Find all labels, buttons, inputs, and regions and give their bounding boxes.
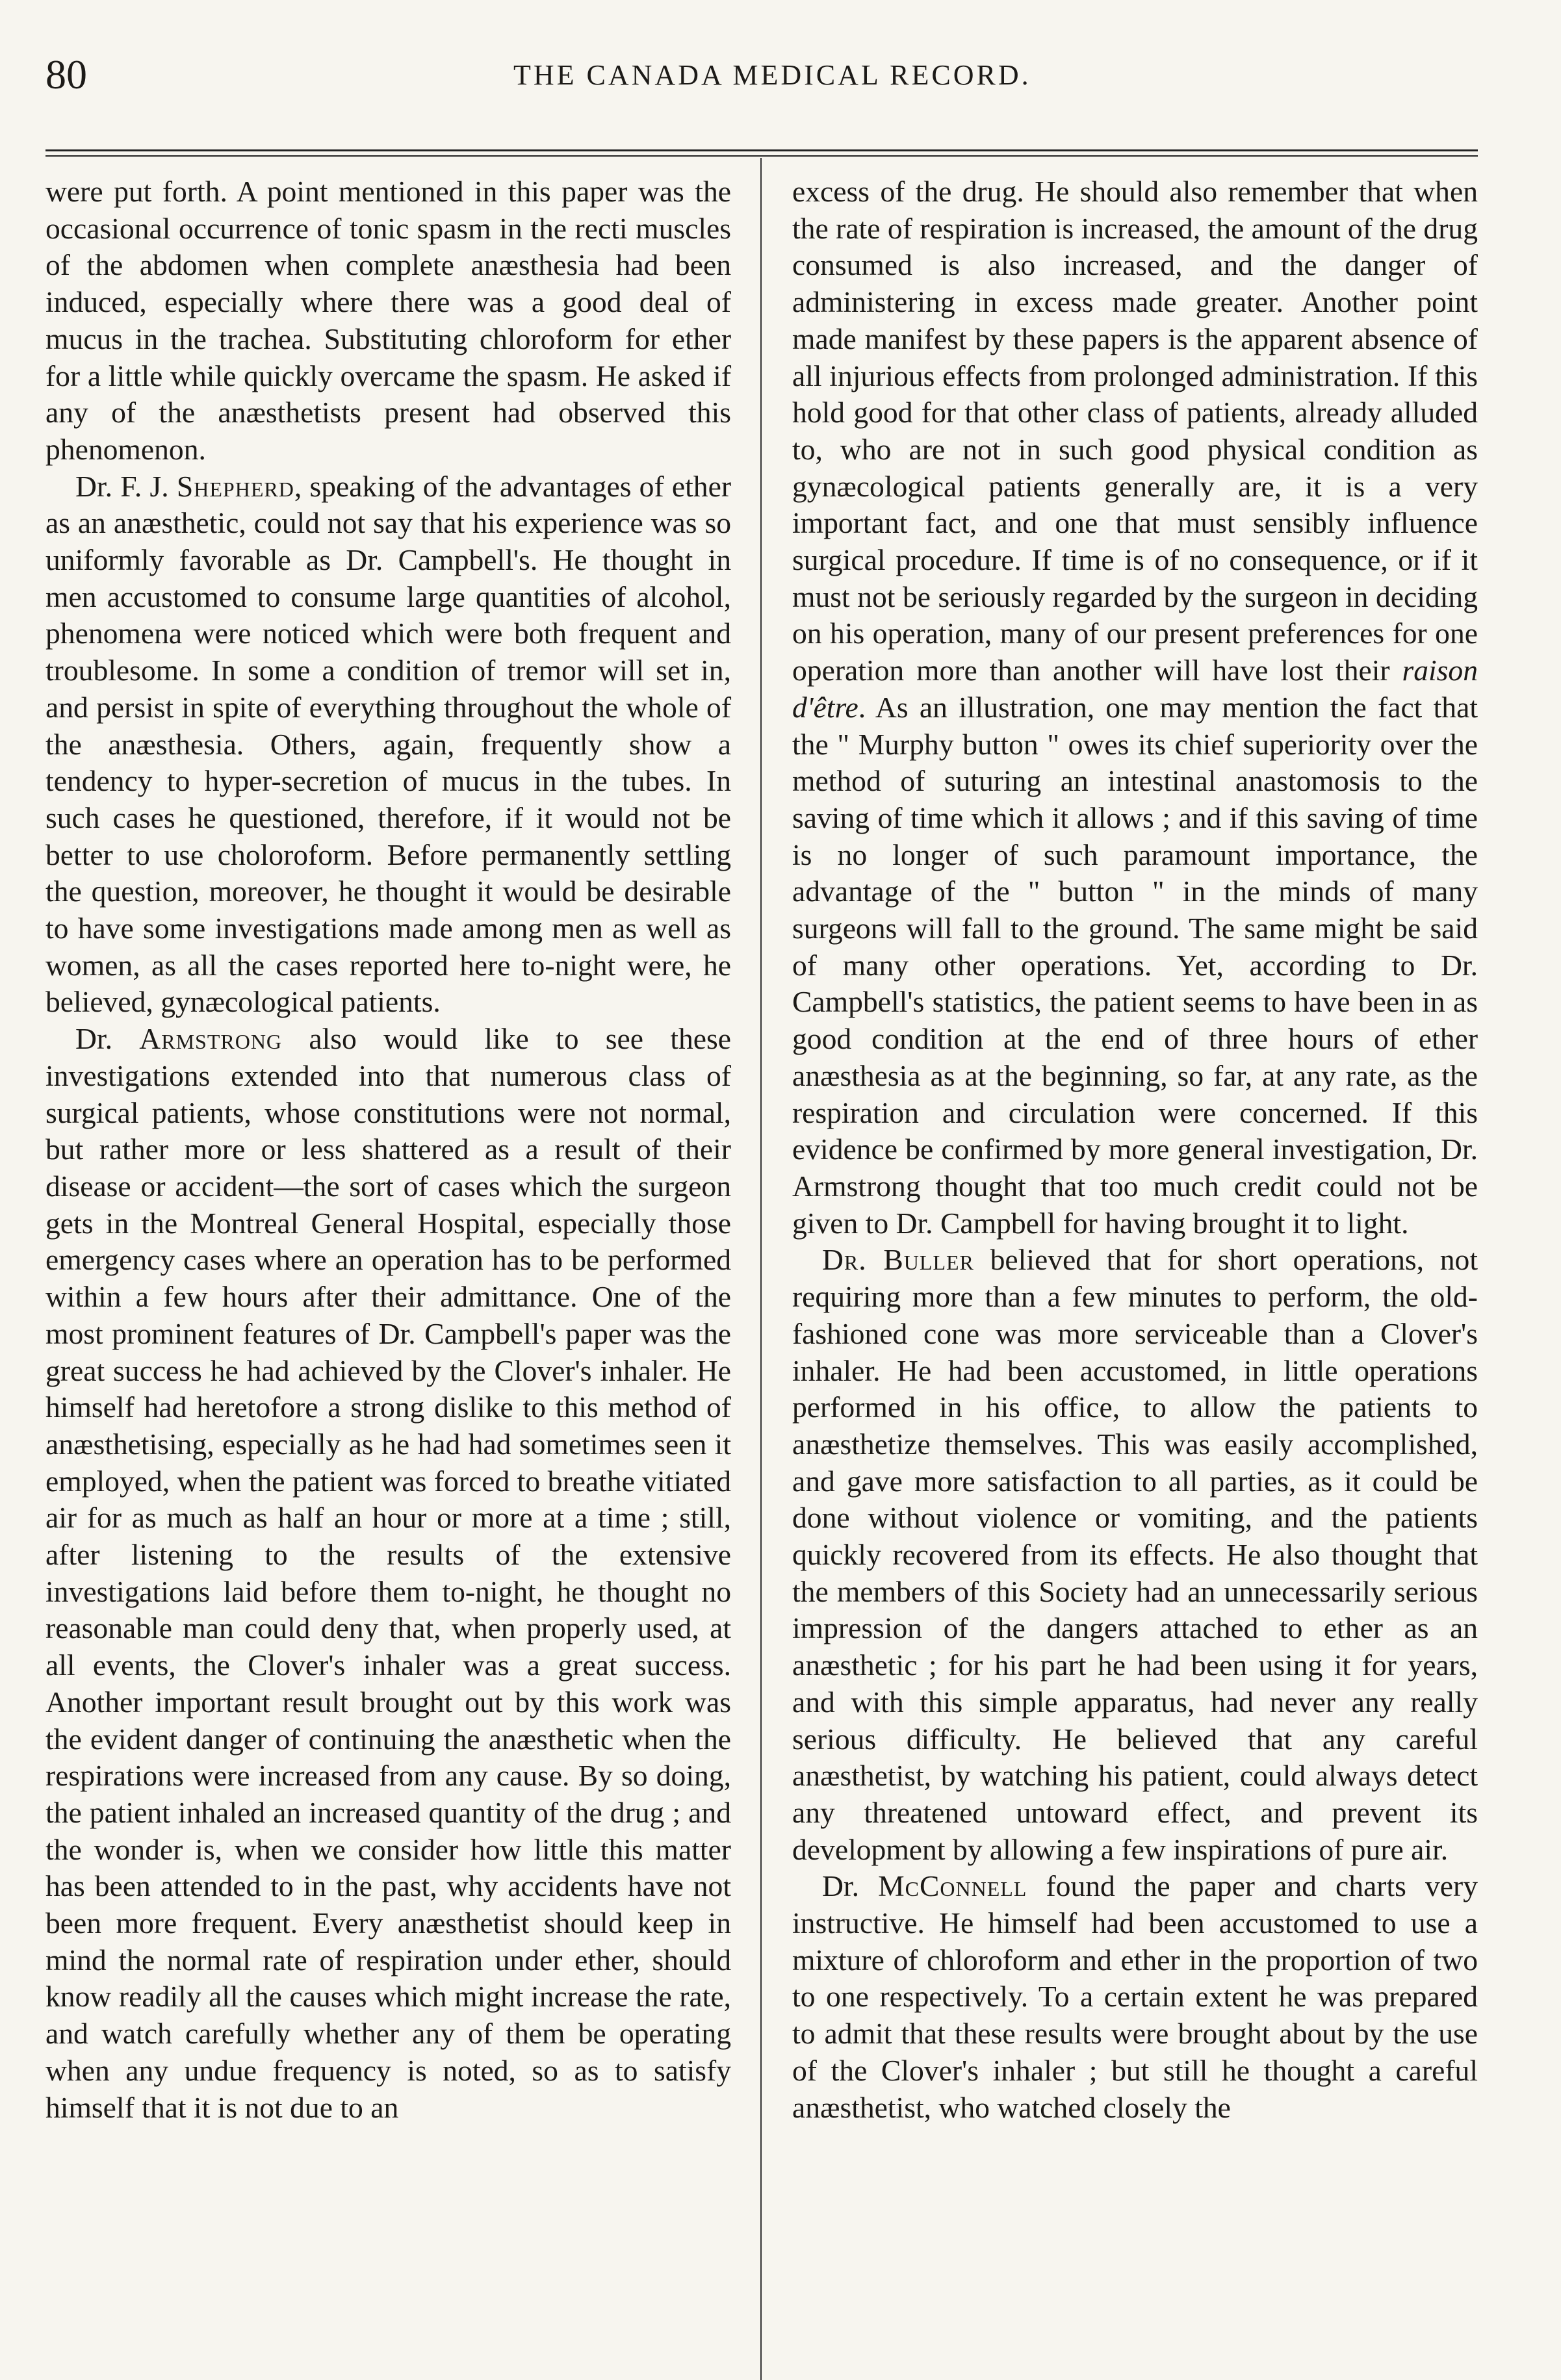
paragraph-text: were put forth. A point mentioned in this paper was the occasional occurrence of tonic spasm in the recti muscles of the abdomen when complete anæsthesia had been induced, especially where there was a good deal of mucus in the trachea. Substituting chloroform for ether for a little while quickly overcame the spasm. He asked if any of the anæsthetists present had observed this phenomenon. [45,175,731,466]
speaker-prefix: Dr. [822,1869,879,1903]
paragraph [792,173,1478,1242]
page-number: 80 [45,51,87,97]
left-column [45,173,731,2380]
speaker-name: McConnell [878,1869,1027,1903]
speaker-prefix: Dr. [75,1022,140,1056]
paragraph-text: found the paper and charts very instructive. He himself had been accustomed to use a mixture of chloroform and ether in the proportion of two to one respectively. To a certain extent he was prepared to admit that these results were brought about by the use of the Clover's inhaler ; but still he thought a careful anæsthetist, who watched closely the [792,1869,1478,2124]
paragraph-text: excess of the drug. He should also remember that when the rate of respiration is increased, the amount of the drug consumed is also increased, and the danger of administering in excess made greater. Another point made manifest by these papers is the apparent absence of all injurious effects from prolonged administration. If this hold good for that other class of patients, already alluded to, who are not in such good physical condition as gynæcological patients generally are, it is a very important fact, and one that must sensibly influence surgical procedure. If time is of no consequence, or if it must not be seriously regarded by the surgeon in deciding on his operation, many of our present preferences for one operation more than another will have lost their [792,175,1478,687]
paragraph-text: believed that for short operations, not requiring more than a few minutes to perform, the old-fashioned cone was more serviceable than a Clover's inhaler. He had been accustomed, in little operations performed in his office, to allow the patients to anæsthetize themselves. This was easily accomplished, and gave more satisfaction to all parties, as it could be done without violence or vomiting, and the patients quickly recovered from its effects. He also thought that the members of this Society had an unnecessarily serious impression of the dangers attached to ether as an anæsthetic ; for his part he had been using it for years, and with this simple apparatus, had never any really serious difficulty. He believed that any careful anæsthetist, by watching his patient, could always detect any threatened untoward effect, and prevent its development by allowing a few inspirations of pure air. [792,1243,1478,1866]
paragraph [45,468,731,1021]
paragraph-text: . As an illustration, one may mention the fact that the " Murphy button " owes its chief superiority over the method of suturing an intestinal anastomosis to the saving of time which it allows ; and if this saving of time is no longer of such paramount importance, the advantage of the " button " in the minds of many surgeons will fall to the ground. The same might be said of many other operations. Yet, according to Dr. Campbell's statistics, the patient seems to have been in as good condition at the end of three hours of ether anæsthesia as at the beginning, so far, at any rate, as the respiration and circulation were concerned. If this evidence be confirmed by more general investigation, Dr. Armstrong thought that too much credit could not be given to Dr. Campbell for having brought it to light. [792,690,1478,1240]
right-column [792,173,1478,2380]
column-divider [760,158,762,2380]
paragraph-text: , speaking of the advantages of ether as an anæsthetic, could not say that his experience was so uniformly favorable as Dr. Campbell's. He thought in men accustomed to consume large quantities of alcohol, phenomena were noticed which were both frequent and troublesome. In some a condition of tremor will set in, and persist in spite of everything throughout the whole of the anæsthesia. Others, again, frequently show a tendency to hyper-secretion of mucus in the tubes. In such cases he questioned, therefore, if it would not be better to use choloroform. Before permanently settling the question, moreover, he thought it would be desirable to have some investigations made among men as well as women, as all the cases reported here to-night were, he believed, gynæcological patients. [45,469,731,1019]
text-columns [45,173,1478,2380]
speaker-name: Dr. Buller [822,1243,974,1277]
header-rule-thin [45,155,1478,157]
header-rule [45,149,1478,151]
running-title: THE CANADA MEDICAL RECORD. [513,59,1031,91]
paragraph [45,1021,731,2126]
speaker-prefix: Dr. F. J. [75,469,177,503]
page-header [45,45,1478,104]
italic-phrase: raison d'être [792,654,1478,724]
speaker-name: Armstrong [139,1022,283,1056]
paragraph [792,1242,1478,1868]
paragraph [792,1868,1478,2126]
speaker-name: Shepherd [176,469,294,503]
paragraph [45,173,731,468]
paragraph-text: also would like to see these investigations extended into that numerous class of surgical patients, whose constitutions were not normal, but rather more or less shattered as a result of their disease or accident—the sort of cases which the surgeon gets in the Montreal General Hospital, especially those emergency cases where an operation has to be performed within a few hours after their admittance. One of the most prominent features of Dr. Campbell's paper was the great success he had achieved by the Clover's inhaler. He himself had heretofore a strong dislike to this method of anæsthetising, especially as he had had sometimes seen it employed, when the patient was forced to breathe vitiated air for as much as half an hour or more at a time ; still, after listening to the results of the extensive investigations laid before them to-night, he thought no reasonable man could deny that, when properly used, at all events, the Clover's inhaler was a great success. Another important result brought out by this work was the evident danger of continuing the anæsthetic when the respirations were increased from any cause. By so doing, the patient inhaled an increased quantity of the drug ; and the wonder is, when we consider how little this matter has been attended to in the past, why accidents have not been more frequent. Every anæsthetist should keep in mind the normal rate of respiration under ether, should know readily all the causes which might increase the rate, and watch carefully whether any of them be operating when any undue frequency is noted, so as to satisfy himself that it is not due to an [45,1022,731,2124]
